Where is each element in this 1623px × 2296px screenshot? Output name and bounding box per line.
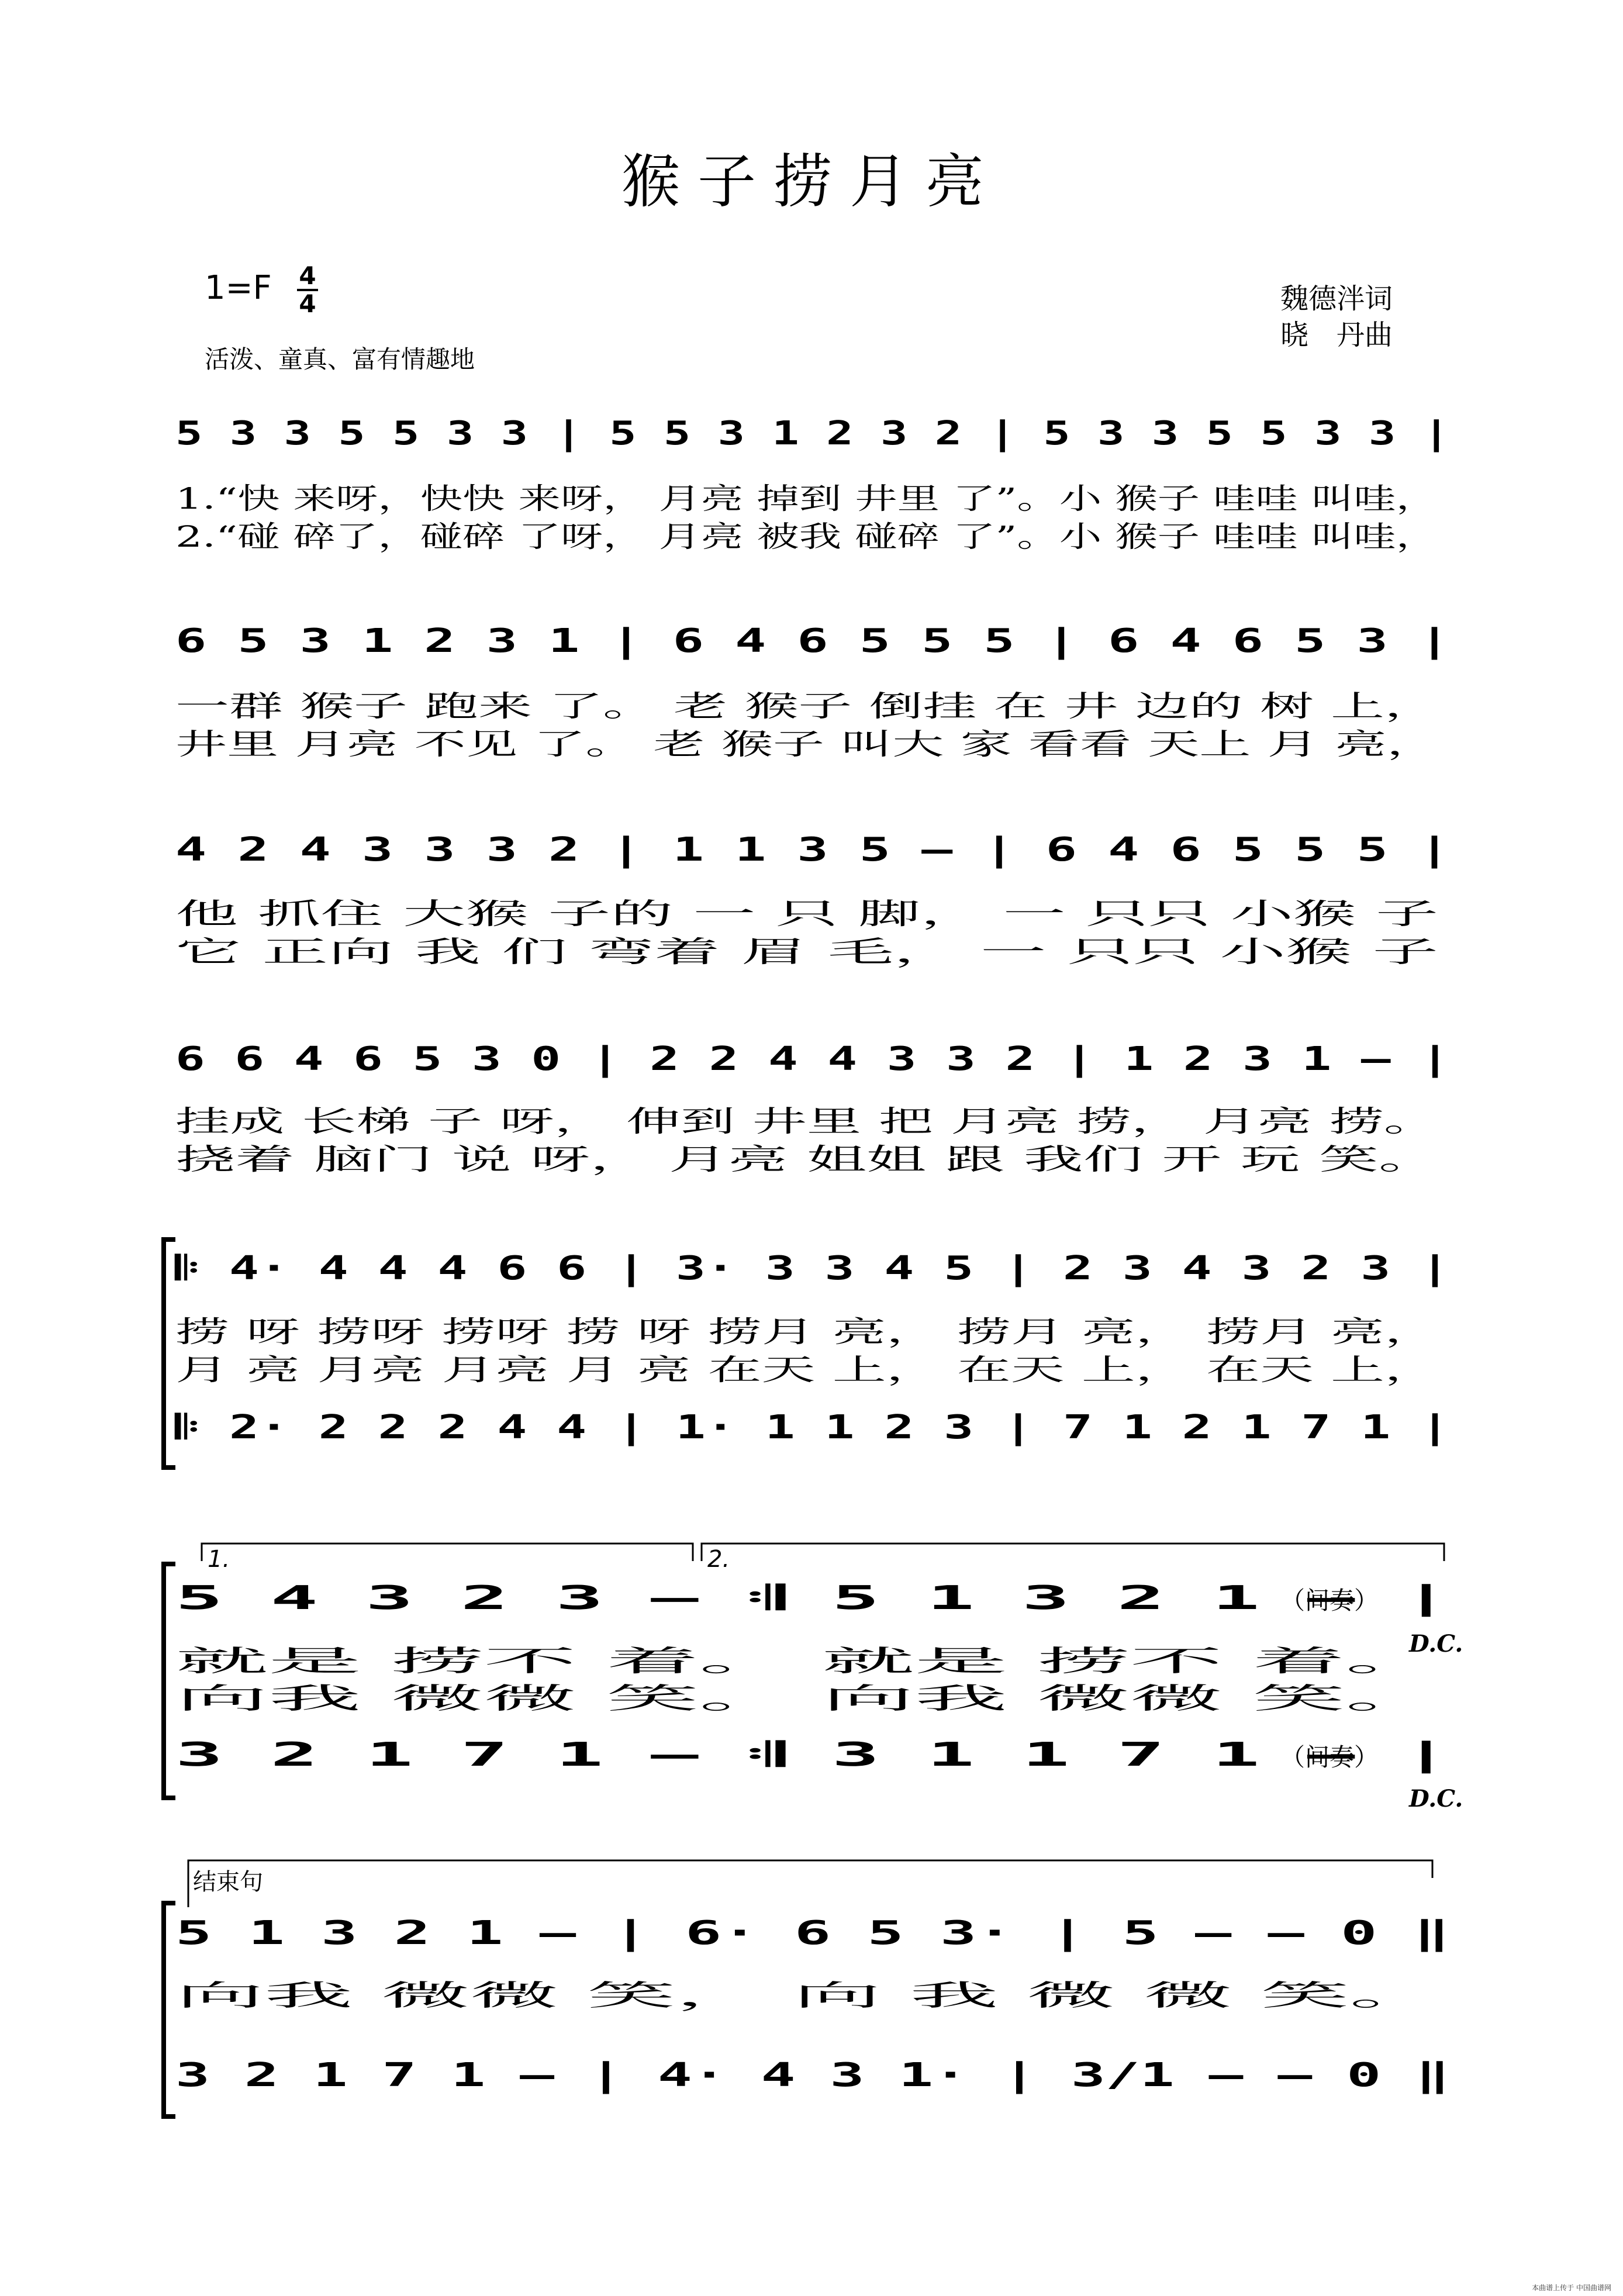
lyricist: 魏德泮词 bbox=[1280, 282, 1393, 315]
volta-label-1: 1. bbox=[208, 1546, 230, 1573]
lyrics-line-s2-2: 井里 月亮 不见 了。 老 猴子 叫大 家 看看 天上 月 亮， bbox=[175, 727, 1438, 761]
tempo-marking: 活泼、童真、富有情趣地 bbox=[205, 345, 475, 374]
lower-notes-line-s7: 3 2 1 7 1 – | 4· 4 3 1· | 3/1 – – 0 ‖ bbox=[175, 2056, 1450, 2094]
lyrics-line-s4-2: 挠着 脑门 说 呀， 月亮 姐姐 跟 我们 开 玩 笑。 bbox=[175, 1142, 1438, 1176]
system-bracket-s5 bbox=[164, 1240, 175, 1468]
lyrics-line-s6-1: 就是 捞不 着。 就是 捞不 着。 bbox=[175, 1644, 1438, 1678]
key-signature: 1=F bbox=[205, 269, 272, 307]
lower-notes-line-s5: 𝄆 2· 2 2 2 4 4 | 1· 1 1 2 3 | 7 1 2 1 7 1 | bbox=[174, 1408, 1451, 1446]
ending-bracket bbox=[188, 1860, 1432, 1907]
interlude-lower: （间奏） bbox=[1280, 1743, 1379, 1772]
ending-label: 结束句 bbox=[193, 1869, 263, 1896]
lyrics-line-s5-1: 捞 呀 捞呀 捞呀 捞 呀 捞月 亮， 捞月 亮， 捞月 亮， bbox=[175, 1315, 1438, 1349]
lyrics-line-s1-2: 2.“碰 碎了，碰碎 了呀， 月亮 被我 碰碎 了”。小 猴子 哇哇 叫哇， bbox=[175, 520, 1438, 554]
lyrics-line-s3-1: 他 抓住 大猴 子的 一 只 脚， 一 只只 小猴 子 bbox=[175, 897, 1438, 931]
notes-line-s6: 5 4 3 2 3 – 𝄇 5 1 3 2 1 – | bbox=[175, 1579, 1450, 1617]
notes-line-s2: 6 5 3 1 2 3 1 | 6 4 6 5 5 5 | 6 4 6 5 3 | bbox=[175, 622, 1450, 660]
lyrics-line-s7-1: 向我 微微 笑， 向 我 微 微 笑。 bbox=[175, 1979, 1438, 2012]
notes-line-s1: 5 3 3 5 5 3 3 | 5 5 3 1 2 3 2 | 5 3 3 5 5 3 3 | bbox=[175, 415, 1450, 453]
volta-bracket-2 bbox=[702, 1544, 1444, 1561]
notes-line-s7: 5 1 3 2 1 – | 6· 6 5 3· | 5 – – 0 ‖ bbox=[175, 1914, 1450, 1952]
lyrics-line-s5-2: 月 亮 月亮 月亮 月 亮 在天 上， 在天 上， 在天 上， bbox=[175, 1353, 1438, 1387]
volta-bracket-1 bbox=[202, 1544, 693, 1561]
lyrics-line-s2-1: 一群 猴子 跑来 了。 老 猴子 倒挂 在 井 边的 树 上， bbox=[175, 689, 1438, 723]
interlude-upper: （间奏） bbox=[1280, 1586, 1379, 1615]
lyrics-line-s3-2: 它 正向 我 们 弯着 眉 毛， 一 只只 小猴 子 bbox=[175, 935, 1438, 969]
lyrics-line-s4-1: 挂成 长梯 子 呀， 伸到 井里 把 月亮 捞， 月亮 捞。 bbox=[175, 1104, 1438, 1138]
volta-label-2: 2. bbox=[707, 1546, 730, 1573]
meter-bottom: 4 bbox=[299, 289, 316, 318]
notes-line-s5: 𝄆 4· 4 4 4 6 6 | 3· 3 3 4 5 | 2 3 4 3 2 3 | bbox=[174, 1249, 1451, 1287]
notes-line-s4: 6 6 4 6 5 3 0 | 2 2 4 4 3 3 2 | 1 2 3 1 – | bbox=[175, 1040, 1450, 1078]
lyrics-line-s6-2: 向我 微微 笑。 向我 微微 笑。 bbox=[175, 1682, 1438, 1715]
system-bracket-s6 bbox=[164, 1564, 175, 1798]
lower-notes-line-s6: 3 2 1 7 1 – 𝄇 3 1 1 7 1 – | bbox=[175, 1736, 1450, 1774]
lyrics-line-s1-1: 1.“快 来呀，快快 来呀， 月亮 掉到 井里 了”。小 猴子 哇哇 叫哇， bbox=[175, 482, 1438, 516]
composer: 晓 丹曲 bbox=[1280, 319, 1393, 351]
dc-mark-upper: D.C. bbox=[1409, 1630, 1463, 1658]
footer-note: 本曲谱上传于 中国曲谱网 bbox=[1532, 2284, 1611, 2292]
meter-top: 4 bbox=[299, 261, 316, 290]
system-bracket-s7 bbox=[164, 1903, 175, 2117]
page-title: 猴子捞月亮 bbox=[621, 147, 1002, 216]
notes-line-s3: 4 2 4 3 3 3 2 | 1 1 3 5 – | 6 4 6 5 5 5 | bbox=[175, 831, 1450, 869]
dc-mark-lower: D.C. bbox=[1409, 1785, 1463, 1812]
